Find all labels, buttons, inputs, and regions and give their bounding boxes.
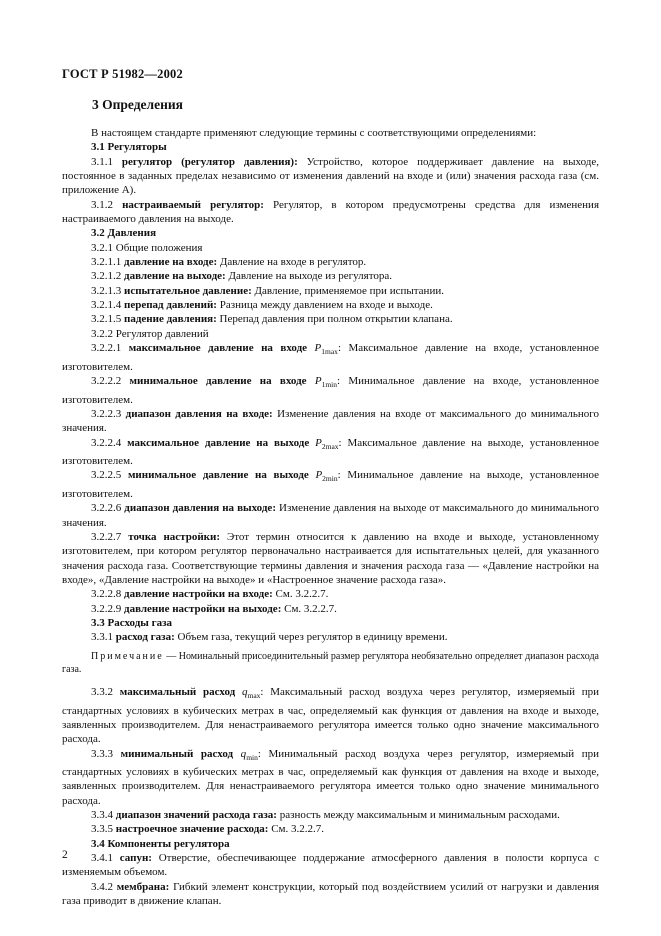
term-name: расход газа: bbox=[115, 631, 175, 644]
heading-3-2-1: 3.2.1 Общие положения bbox=[91, 241, 203, 254]
page-number: 2 bbox=[62, 849, 68, 861]
term-number: 3.2.2.4 bbox=[91, 436, 128, 449]
page-header: ГОСТ Р 51982—2002 bbox=[62, 67, 183, 81]
term-definition: Этот термин относится к давлению на входе и выходе, установленному изготовителем, при котором регулятор первоначально настраивается для испытательных целей, для указанного значения расхода газа. Соответствующие термины давления и значения расхода газа — «Давление настройки на входе», «Давление настройки на выходе» и «Настроенное значение расхода газа». bbox=[62, 531, 600, 587]
term-definition: Давление на выходе из регулятора. bbox=[225, 270, 393, 283]
term-3-1-2 bbox=[62, 198, 599, 227]
term-name: настраиваемый регулятор: bbox=[122, 198, 264, 211]
term-name: падение давления: bbox=[124, 313, 217, 326]
term-definition: Разница между давлением на входе и выходе. bbox=[216, 299, 433, 312]
term-3-4-2 bbox=[62, 880, 599, 909]
term-number: 3.4.2 bbox=[91, 880, 117, 893]
term-symbol-subscript: 1max bbox=[321, 347, 338, 357]
term-definition: разность между максимальным и минимальным расходами. bbox=[276, 809, 560, 822]
heading-3-3: 3.3 Расходы газа bbox=[91, 617, 173, 630]
term-3-2-2-4 bbox=[62, 436, 599, 469]
term-name: перепад давлений: bbox=[124, 299, 217, 312]
term-3-2-2-2 bbox=[62, 374, 599, 407]
term-definition: См. 3.2.2.7. bbox=[272, 588, 329, 601]
term-3-3-2 bbox=[62, 685, 599, 747]
term-definition: Гибкий элемент конструкции, который под воздействием усилий от нагрузки и давления газа приводит в движение клапан. bbox=[62, 880, 600, 908]
term-definition: : Минимальный расход воздуха через регулятор, измеряемый при стандартных условиях в кубических метрах в час, определяемый как функция от давления на входе и выходе, заявленных производителем. Для ненастраиваемого регулятора имеется только одно значение минимального расхода. bbox=[62, 747, 599, 807]
term-3-2-2-8 bbox=[62, 587, 599, 601]
term-symbol-subscript: 2max bbox=[321, 441, 339, 451]
term-name: точка настройки: bbox=[128, 531, 221, 544]
term-name: давление настройки на выходе: bbox=[124, 602, 282, 615]
term-3-2-1-4 bbox=[62, 298, 599, 312]
note-label: Примечание bbox=[91, 650, 164, 662]
term-3-1-1 bbox=[62, 155, 599, 198]
term-number: 3.3.4 bbox=[91, 809, 116, 822]
term-symbol: P bbox=[307, 342, 322, 355]
term-definition: Отверстие, обеспечивающее поддержание атмосферного давления в полости корпуса с изменяемым объемом. bbox=[62, 852, 599, 879]
term-3-2-1-1 bbox=[62, 255, 599, 269]
term-name: настроечное значение расхода: bbox=[115, 823, 269, 836]
term-3-2-2-9 bbox=[62, 602, 599, 616]
term-name: максимальное давление на выходе bbox=[127, 436, 310, 449]
term-name: давление на входе: bbox=[124, 256, 218, 269]
term-symbol: P bbox=[306, 375, 322, 388]
term-symbol-subscript: 2min bbox=[322, 474, 338, 484]
term-definition: Давление, применяемое при испытании. bbox=[251, 284, 444, 297]
term-definition: См. 3.2.2.7. bbox=[268, 823, 325, 836]
term-3-2-2-3 bbox=[62, 407, 599, 436]
term-symbol-subscript: min bbox=[246, 752, 258, 762]
term-definition: Изменение давления на выходе от максимального до минимального значения. bbox=[62, 502, 599, 529]
term-name: максимальное давление на входе bbox=[128, 342, 308, 355]
term-definition: Давление на входе в регулятор. bbox=[217, 256, 367, 269]
term-name: давление настройки на входе: bbox=[124, 588, 273, 601]
term-symbol: q bbox=[235, 685, 248, 698]
term-3-3-3 bbox=[62, 747, 599, 809]
term-definition: Объем газа, текущий через регулятор в единицу времени. bbox=[174, 631, 448, 644]
term-definition: : Максимальное давление на выходе, установленное изготовителем. bbox=[62, 436, 599, 468]
term-number: 3.2.2.8 bbox=[91, 588, 124, 601]
term-definition: См. 3.2.2.7. bbox=[281, 602, 337, 615]
term-number: 3.2.1.1 bbox=[91, 256, 124, 269]
term-3-2-2-5 bbox=[62, 468, 599, 501]
term-3-2-1-3 bbox=[62, 284, 599, 298]
term-name: максимальный расход bbox=[119, 685, 236, 698]
heading-3-2: 3.2 Давления bbox=[91, 227, 157, 240]
term-name: минимальный расход bbox=[120, 747, 234, 760]
note bbox=[62, 650, 599, 677]
term-number: 3.2.2.2 bbox=[91, 375, 130, 388]
term-number: 3.3.1 bbox=[91, 631, 116, 644]
term-3-3-4 bbox=[62, 808, 599, 822]
term-definition: : Минимальное давление на выходе, установленное изготовителем. bbox=[62, 469, 599, 500]
heading-3-1: 3.1 Регуляторы bbox=[91, 141, 167, 154]
term-number: 3.3.3 bbox=[91, 747, 121, 760]
term-name: минимальное давление на входе bbox=[129, 375, 307, 388]
heading-3-2-2: 3.2.2 Регулятор давлений bbox=[91, 327, 209, 340]
term-definition: Устройство, которое поддерживает давление на выходе, постоянное в заданных пределах независимо от изменения давлений на входе и (или) значения расхода газа (см. приложение А). bbox=[62, 155, 599, 197]
term-definition: Изменение давления на входе от максимального до минимального значения. bbox=[62, 407, 599, 435]
term-number: 3.2.2.7 bbox=[91, 531, 129, 544]
term-definition: : Максимальное давление на входе, установленное изготовителем. bbox=[62, 342, 599, 373]
term-3-3-1 bbox=[62, 630, 599, 644]
term-symbol: P bbox=[309, 436, 322, 449]
term-number: 3.2.2.5 bbox=[91, 469, 128, 482]
term-number: 3.2.2.9 bbox=[91, 602, 124, 615]
term-number: 3.2.2.1 bbox=[91, 342, 129, 355]
term-3-2-2-1 bbox=[62, 341, 599, 374]
term-number: 3.4.1 bbox=[91, 852, 120, 865]
page-content bbox=[62, 126, 599, 909]
term-name: минимальное давление на выходе bbox=[127, 469, 309, 482]
term-number: 3.3.2 bbox=[91, 685, 120, 698]
note-text: — Номинальный присоединительный размер регулятора необязательно определяет диапазон расхода газа. bbox=[62, 650, 599, 676]
term-number: 3.2.1.4 bbox=[91, 299, 124, 312]
term-symbol: q bbox=[233, 747, 247, 760]
term-3-2-1-2 bbox=[62, 269, 599, 283]
term-3-2-2-6 bbox=[62, 501, 599, 530]
term-definition: : Минимальное давление на входе, установленное изготовителем. bbox=[62, 375, 599, 406]
term-definition: Регулятор, в котором предусмотрены средства для изменения настраиваемого давления на выходе. bbox=[62, 198, 599, 226]
term-number: 3.2.1.5 bbox=[91, 313, 124, 326]
term-name: сапун: bbox=[119, 852, 152, 865]
term-3-3-5 bbox=[62, 822, 599, 836]
section-title: 3 Определения bbox=[92, 97, 183, 112]
term-3-2-2-7 bbox=[62, 530, 599, 587]
term-name: испытательное давление: bbox=[124, 284, 252, 297]
term-name: регулятор (регулятор давления): bbox=[121, 155, 298, 168]
term-number: 3.2.1.2 bbox=[91, 270, 124, 283]
term-symbol: P bbox=[308, 469, 323, 482]
term-number: 3.2.1.3 bbox=[91, 284, 124, 297]
term-name: мембрана: bbox=[116, 880, 170, 893]
term-number: 3.2.2.6 bbox=[91, 502, 125, 515]
term-3-2-1-5 bbox=[62, 312, 599, 326]
term-name: диапазон значений расхода газа: bbox=[115, 809, 277, 822]
term-symbol-subscript: max bbox=[247, 691, 261, 701]
term-number: 3.1.2 bbox=[91, 198, 123, 211]
term-number: 3.3.5 bbox=[91, 823, 116, 836]
term-number: 3.2.2.3 bbox=[91, 407, 126, 420]
term-name: диапазон давления на выходе: bbox=[124, 502, 276, 515]
term-number: 3.1.1 bbox=[91, 155, 122, 168]
term-definition: Перепад давления при полном открытии клапана. bbox=[216, 313, 453, 326]
term-name: давление на выходе: bbox=[124, 270, 226, 283]
term-definition: : Максимальный расход воздуха через регулятор, измеряемый при стандартных условиях в кубических метрах в час, определяемый как функция от давления на входе и выходе, заявленных производителем. Для ненастраиваемого регулятора имеется только одно значение максимального расхода. bbox=[62, 685, 600, 746]
heading-3-4: 3.4 Компоненты регулятора bbox=[91, 837, 230, 850]
term-name: диапазон давления на входе: bbox=[125, 407, 273, 420]
term-symbol-subscript: 1min bbox=[321, 380, 337, 390]
term-3-4-1 bbox=[62, 851, 599, 880]
intro-paragraph: В настоящем стандарте применяют следующие термины с соответствующими определениями: bbox=[91, 127, 537, 139]
